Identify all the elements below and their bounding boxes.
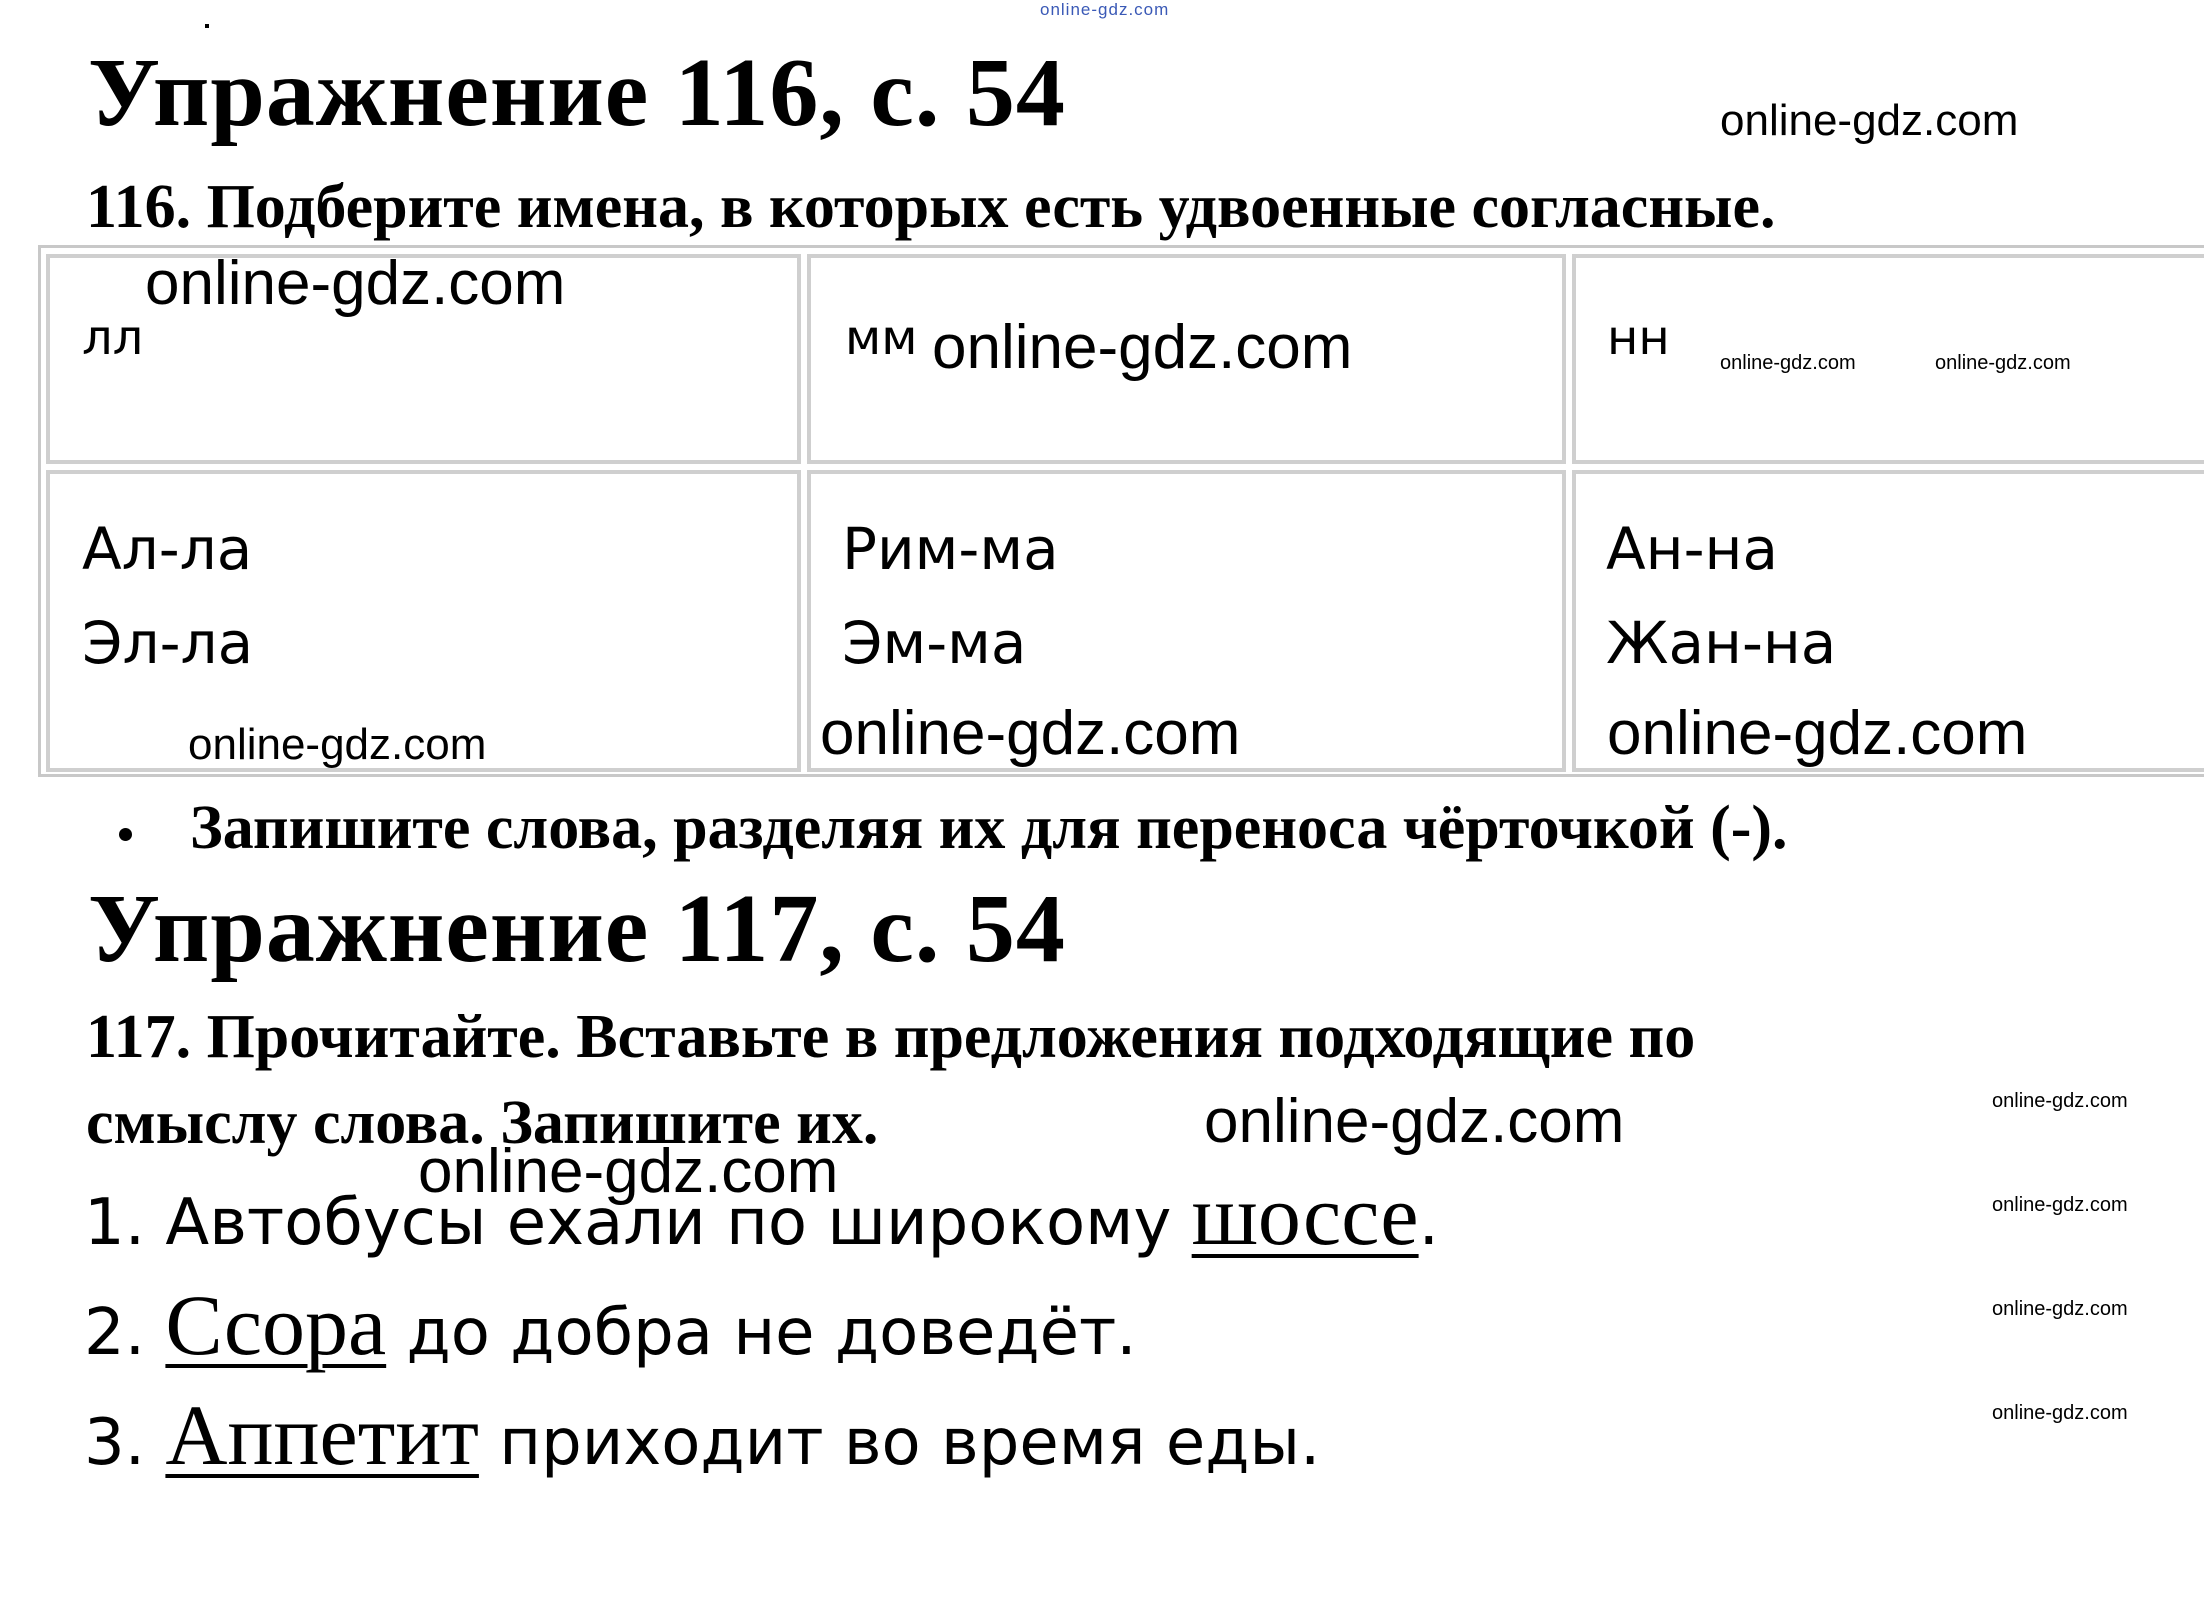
table-header-nn: нн <box>1607 310 1670 366</box>
watermark: online-gdz.com <box>1204 1087 1625 1156</box>
name-zhanna: Жан-на <box>1606 609 1837 677</box>
sentence-number: 3. <box>84 1406 146 1480</box>
sentence-3 <box>84 1387 1321 1483</box>
answer-word: Аппетит <box>165 1387 479 1483</box>
table-header-ll: лл <box>82 310 144 366</box>
sentence-text-after: до добра не доведёт. <box>386 1296 1137 1370</box>
exercise-117-task-line1: 117. Прочитайте. Вставьте в предложения подходящие по <box>86 1003 1696 1071</box>
name-ella: Эл-ла <box>82 609 254 677</box>
watermark: online-gdz.com <box>1992 1298 2128 1320</box>
watermark: online-gdz.com <box>1992 1090 2128 1112</box>
name-emma: Эм-ма <box>842 609 1027 677</box>
watermark: online-gdz.com <box>1935 352 2071 374</box>
name-rimma: Рим-ма <box>842 515 1059 583</box>
sentence-text-before: Автобусы ехали по широкому <box>165 1186 1192 1260</box>
table-header-mm: мм <box>845 310 918 366</box>
exercise-116-task: 116. Подберите имена, в которых есть удвоенные согласные. <box>86 173 1776 241</box>
sentence-2 <box>84 1277 1137 1373</box>
answer-word: шоссе <box>1191 1167 1419 1263</box>
watermark-top: online-gdz.com <box>1040 0 1170 19</box>
watermark: online-gdz.com <box>1720 96 2019 145</box>
watermark: online-gdz.com <box>1720 352 1856 374</box>
sentence-text-after: приходит во время еды. <box>478 1406 1321 1480</box>
sentence-number: 1. <box>84 1186 146 1260</box>
exercise-116-title: Упражнение 116, с. 54 <box>88 39 1066 147</box>
watermark: online-gdz.com <box>932 313 1353 382</box>
watermark: online-gdz.com <box>1607 699 2028 768</box>
bullet-icon <box>119 828 132 841</box>
name-anna: Ан-на <box>1606 515 1778 583</box>
sentence-number: 2. <box>84 1296 146 1370</box>
watermark: online-gdz.com <box>820 699 1241 768</box>
watermark: online-gdz.com <box>418 1137 839 1206</box>
exercise-117-title: Упражнение 117, с. 54 <box>88 875 1066 983</box>
stray-dot <box>205 24 209 28</box>
name-alla: Ал-ла <box>82 515 253 583</box>
watermark: online-gdz.com <box>1992 1402 2128 1424</box>
watermark: online-gdz.com <box>145 249 566 318</box>
watermark: online-gdz.com <box>188 720 487 769</box>
watermark: online-gdz.com <box>1992 1194 2128 1216</box>
bullet-instruction: Запишите слова, разделяя их для переноса чёрточкой (-). <box>190 794 1788 862</box>
answer-word: Ссора <box>165 1277 387 1373</box>
exercise-117-task-line2: смыслу слова. Запишите их. <box>86 1089 879 1157</box>
sentence-text-after: . <box>1418 1186 1439 1260</box>
